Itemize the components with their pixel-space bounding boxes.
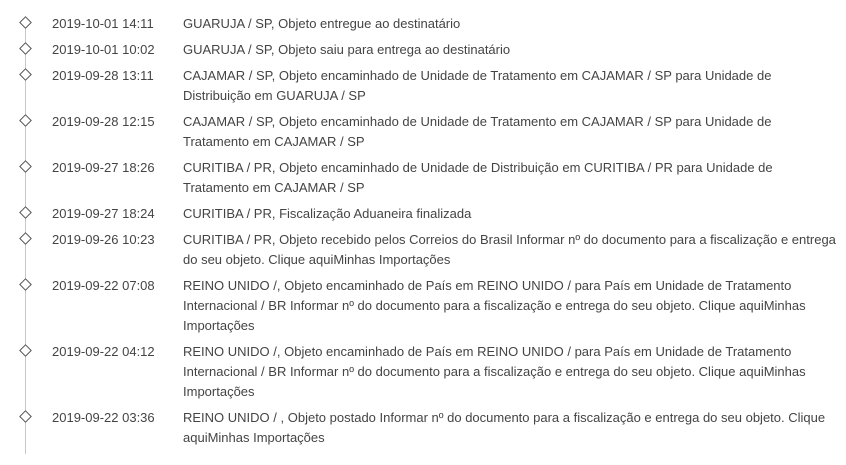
event-datetime: 2019-09-26 10:23 — [52, 232, 155, 247]
event-description: CURITIBA / PR, Objeto encaminhado de Unidade de Distribuição em CURITIBA / PR para Unidade de Tratamento em CAJAMAR / SP — [183, 160, 773, 195]
timeline-event — [0, 66, 846, 112]
event-description: REINO UNIDO /, Objeto encaminhado de País em REINO UNIDO / para País em Unidade de Tratamento Internacional / BR Informar nº do documento para a fiscalização e entrega do seu objeto. Clique aquiMinhas Importações — [183, 344, 806, 399]
diamond-marker-icon — [19, 114, 32, 127]
event-description: CURITIBA / PR, Fiscalização Aduaneira finalizada — [183, 206, 472, 221]
diamond-marker-icon — [19, 16, 32, 29]
timeline-event — [0, 158, 846, 204]
event-description: CAJAMAR / SP, Objeto encaminhado de Unidade de Tratamento em CAJAMAR / SP para Unidade de Tratamento em CAJAMAR / SP — [183, 114, 772, 149]
event-description: CAJAMAR / SP, Objeto encaminhado de Unidade de Tratamento em CAJAMAR / SP para Unidade de Distribuição em GUARUJA / SP — [183, 68, 772, 103]
timeline-marker — [0, 158, 52, 204]
event-datetime: 2019-09-28 12:15 — [52, 114, 155, 129]
timeline-event — [0, 408, 846, 454]
event-datetime: 2019-10-01 10:02 — [52, 42, 155, 57]
diamond-marker-icon — [19, 42, 32, 55]
diamond-marker-icon — [19, 160, 32, 173]
timeline-marker — [0, 40, 52, 66]
diamond-marker-icon — [19, 68, 32, 81]
event-description: GUARUJA / SP, Objeto entregue ao destinatário — [183, 16, 461, 31]
diamond-marker-icon — [19, 410, 32, 423]
timeline-marker — [0, 230, 52, 276]
event-datetime: 2019-09-27 18:26 — [52, 160, 155, 175]
event-datetime: 2019-09-28 13:11 — [52, 68, 154, 83]
timeline-event — [0, 230, 846, 276]
timeline-marker — [0, 342, 52, 408]
diamond-marker-icon — [19, 278, 32, 291]
timeline-event — [0, 204, 846, 230]
timeline-event — [0, 14, 846, 40]
event-description: REINO UNIDO / , Objeto postado Informar nº do documento para a fiscalização e entrega do seu objeto. Clique aquiMinhas Importações — [183, 410, 826, 445]
event-datetime: 2019-09-22 03:36 — [52, 410, 155, 425]
timeline-event — [0, 112, 846, 158]
event-datetime: 2019-09-22 04:12 — [52, 344, 155, 359]
timeline-marker — [0, 112, 52, 158]
timeline-marker — [0, 276, 52, 342]
timeline-marker — [0, 14, 52, 40]
timeline-marker — [0, 408, 52, 454]
event-description: CURITIBA / PR, Objeto recebido pelos Correios do Brasil Informar nº do documento para a fiscalização e entrega do seu objeto. Clique aquiMinhas Importações — [183, 232, 836, 267]
diamond-marker-icon — [19, 344, 32, 357]
event-description: GUARUJA / SP, Objeto saiu para entrega ao destinatário — [183, 42, 511, 57]
diamond-marker-icon — [19, 232, 32, 245]
event-datetime: 2019-09-22 07:08 — [52, 278, 155, 293]
event-datetime: 2019-10-01 14:11 — [52, 16, 154, 31]
timeline-marker — [0, 66, 52, 112]
timeline-event — [0, 342, 846, 408]
timeline-marker — [0, 204, 52, 230]
event-description: REINO UNIDO /, Objeto encaminhado de País em REINO UNIDO / para País em Unidade de Tratamento Internacional / BR Informar nº do documento para a fiscalização e entrega do seu objeto. Clique aquiMinhas Importações — [183, 278, 806, 333]
diamond-marker-icon — [19, 206, 32, 219]
event-datetime: 2019-09-27 18:24 — [52, 206, 155, 221]
timeline-event — [0, 276, 846, 342]
timeline-event — [0, 40, 846, 66]
